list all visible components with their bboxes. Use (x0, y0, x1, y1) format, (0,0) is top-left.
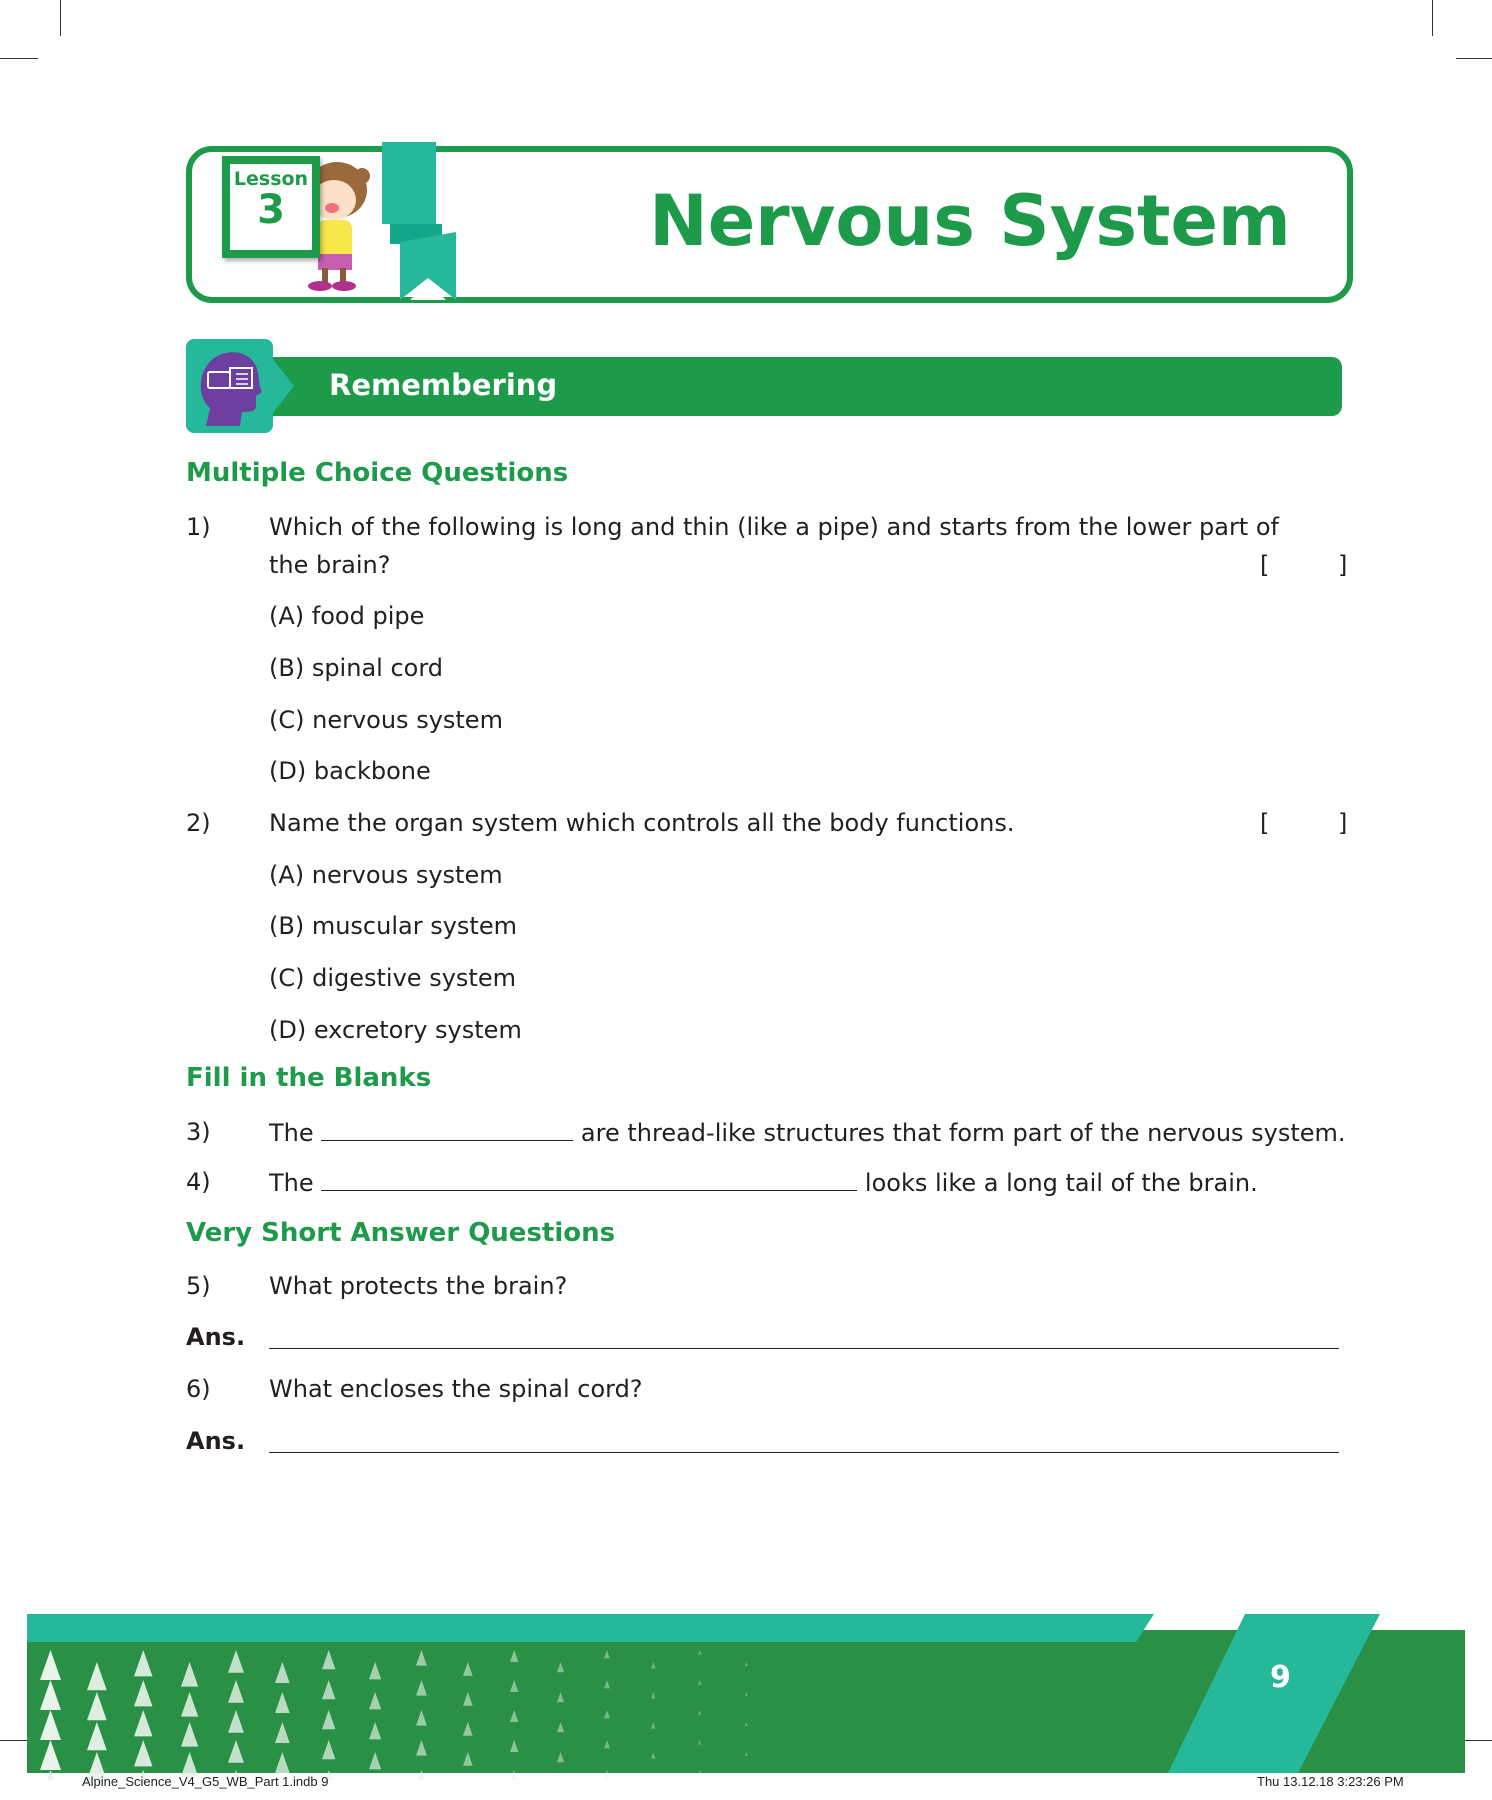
fill-heading: Fill in the Blanks (186, 1063, 432, 1093)
option: (C) digestive system (269, 964, 516, 992)
answer-line[interactable] (269, 1348, 1339, 1349)
option: (D) excretory system (269, 1016, 522, 1044)
question-text: What encloses the spinal cord? (269, 1375, 643, 1403)
question-number: 5) (186, 1272, 211, 1300)
section-title: Remembering (329, 368, 558, 402)
lesson-number: 3 (257, 187, 285, 233)
crop-mark (1456, 58, 1492, 59)
fill-blank[interactable] (321, 1168, 857, 1191)
page-title: Nervous System (649, 180, 1291, 262)
option: (A) nervous system (269, 861, 503, 889)
question-number: 4) (186, 1168, 211, 1196)
page-number: 9 (1270, 1660, 1291, 1695)
lesson-number-card (222, 156, 320, 258)
crop-mark (0, 58, 38, 59)
fill-before: The (269, 1119, 314, 1147)
question-number: 2) (186, 809, 211, 837)
fill-before: The (269, 1169, 314, 1197)
crop-mark (60, 0, 61, 36)
answer-bracket-open: [ (1260, 551, 1270, 579)
crop-mark (1432, 0, 1433, 36)
answer-bracket-close: ] (1338, 809, 1348, 837)
answer-line[interactable] (269, 1452, 1339, 1453)
option: (A) food pipe (269, 602, 425, 630)
question-number: 6) (186, 1375, 211, 1403)
fill-after: looks like a long tail of the brain. (864, 1169, 1258, 1197)
print-timestamp: Thu 13.12.18 3:23:26 PM (1257, 1774, 1404, 1789)
footer-decoration (0, 1600, 1492, 1780)
answer-bracket-open: [ (1260, 809, 1270, 837)
question-number: 3) (186, 1118, 211, 1146)
option: (B) spinal cord (269, 654, 443, 682)
question-text: Name the organ system which controls all the body functions. (269, 809, 1015, 837)
question-text-continued: the brain? (269, 551, 391, 579)
lesson-label: Lesson (233, 168, 309, 190)
ribbon-bookmark-icon (380, 142, 460, 302)
question-text: Which of the following is long and thin (like a pipe) and starts from the lower part of (269, 513, 1279, 541)
file-slug: Alpine_Science_V4_G5_WB_Part 1.indb 9 (82, 1774, 329, 1789)
option: (D) backbone (269, 757, 431, 785)
mcq-heading: Multiple Choice Questions (186, 458, 569, 488)
fill-blank[interactable] (321, 1118, 573, 1141)
fill-after: are thread-like structures that form part of the nervous system. (580, 1119, 1346, 1147)
answer-label: Ans. (186, 1427, 246, 1455)
section-icon-arrow (272, 358, 294, 414)
vsa-heading: Very Short Answer Questions (186, 1218, 616, 1248)
question-number: 1) (186, 513, 211, 541)
answer-bracket-close: ] (1338, 551, 1348, 579)
head-book-icon (192, 346, 264, 428)
question-text: What protects the brain? (269, 1272, 568, 1300)
option: (B) muscular system (269, 912, 517, 940)
fill-question (269, 1118, 1346, 1147)
fill-question (269, 1168, 1258, 1197)
answer-label: Ans. (186, 1323, 246, 1351)
option: (C) nervous system (269, 706, 503, 734)
